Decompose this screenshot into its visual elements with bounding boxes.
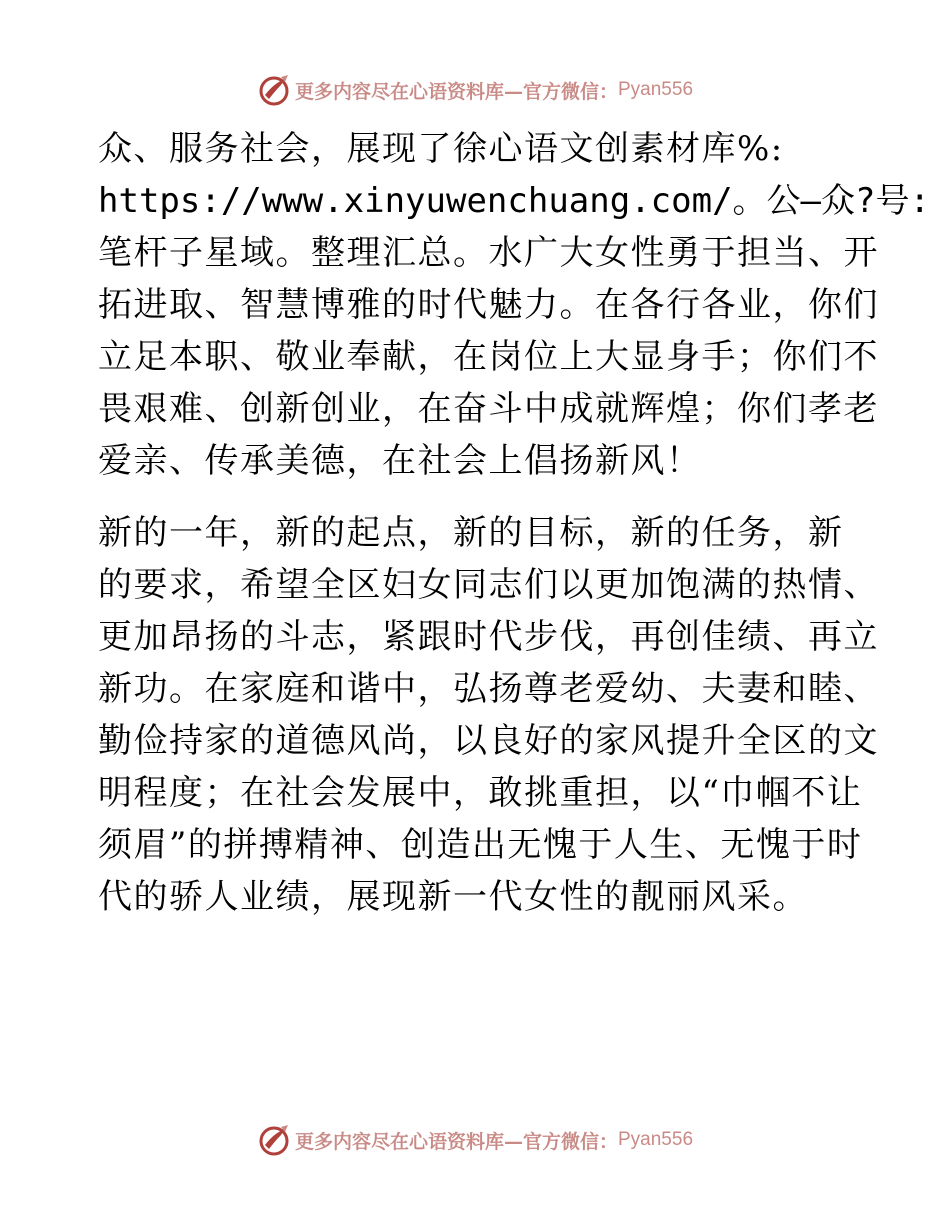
text-line: 众、服务社会，展现了徐心语文创素材库%:: [98, 129, 784, 169]
header-banner: [0, 70, 950, 110]
text-line: 立足本职、敬业奉献，在岗位上大显身手；你们不: [98, 337, 879, 377]
text-line: 明程度；在社会发展中，敢挑重担，以“巾帼不让: [98, 773, 863, 813]
header-banner-text: 更多内容尽在心语资料库—官方微信：: [294, 80, 618, 103]
paragraph-2: [98, 507, 879, 923]
text-line: 代的骄人业绩，展现新一代女性的靓丽风采。: [98, 877, 808, 917]
text-line: 笔杆子星域。整理汇总。水广大女性勇于担当、开: [98, 233, 879, 273]
text-line: 更加昂扬的斗志，紧跟时代步伐，再创佳绩、再立: [98, 617, 879, 657]
text-line: 爱亲、传承美德，在社会上倡扬新风！: [98, 441, 702, 481]
text-line: 新的一年，新的起点，新的目标，新的任务，新: [98, 513, 844, 553]
text-line: 勤俭持家的道德风尚，以良好的家风提升全区的文: [98, 721, 879, 761]
text-line: 新功。在家庭和谐中，弘扬尊老爱幼、夫妻和睦、: [98, 669, 879, 709]
text-line: 须眉”的拼搏精神、创造出无愧于人生、无愧于时: [98, 825, 863, 865]
footer-banner-id: Pyan556: [618, 1129, 694, 1150]
text-line: 畏艰难、创新创业，在奋斗中成就辉煌；你们孝老: [98, 389, 879, 429]
logo-icon: [257, 1123, 291, 1157]
text-line-url: https://www.xinyuwenchuang.com/。公—众?号:: [98, 181, 930, 221]
footer-banner-text: 更多内容尽在心语资料库—官方微信：: [294, 1130, 618, 1153]
footer-banner: [0, 1120, 950, 1160]
header-banner-id: Pyan556: [618, 79, 694, 100]
paragraph-gap: [98, 487, 858, 507]
paragraph-1: [98, 123, 930, 487]
logo-icon: [257, 73, 291, 107]
text-line: 的要求，希望全区妇女同志们以更加饱满的热情、: [98, 565, 879, 605]
document-body: [98, 123, 930, 923]
text-line: 拓进取、智慧博雅的时代魅力。在各行各业，你们: [98, 285, 879, 325]
